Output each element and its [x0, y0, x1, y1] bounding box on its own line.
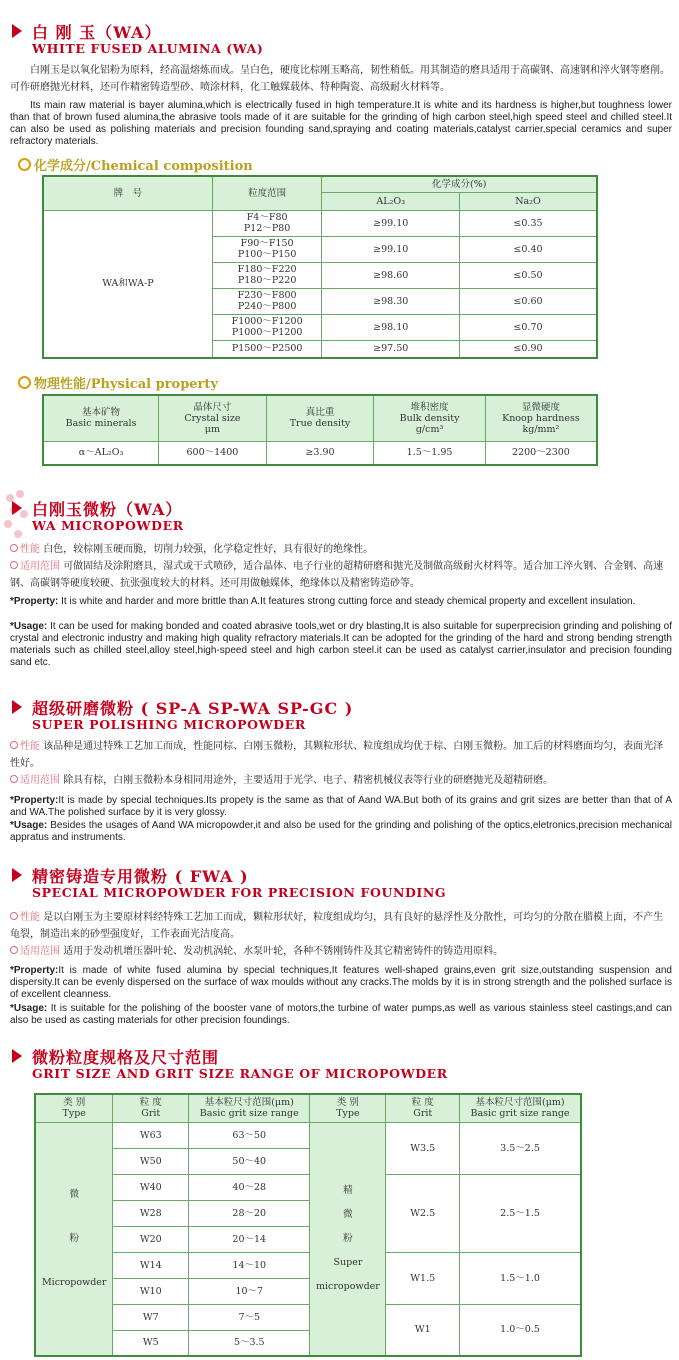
col-range: 基本粒尺寸范围(μm) Basic grit size range [460, 1094, 581, 1122]
usage-label: 适用范围 [10, 775, 60, 786]
col-grit: 粒 度 Grit [386, 1094, 460, 1122]
col-al2o3: AL₂O₃ [322, 192, 460, 210]
val-bulk-density: 1.5～1.95 [374, 441, 486, 465]
val-hardness: 2200～2300 [485, 441, 597, 465]
range-cell: 20～14 [189, 1226, 310, 1252]
section-title-cn: 精密铸造专用微粉 ( FWA ) [32, 867, 249, 886]
section-title-cn: 白 刚 玉（WA） [32, 23, 162, 42]
super-prop-en: *Property:It is made by special techniques.Its propety is the same as that of Aand WA.But both of its grains and grit sizes are better than that of A and WA.The polished surface by it is very glossy. [10, 795, 672, 818]
col-na2o: Na₂O [459, 192, 597, 210]
al-cell: ≥99.10 [322, 236, 460, 262]
section-title-en: SUPER POLISHING MICROPOWDER [32, 717, 306, 732]
range-cell: 2.5～1.5 [460, 1174, 581, 1252]
col-bulk-density: 堆积密度 Bulk density g/cm³ [374, 395, 486, 441]
wa-micro-prop-en: *Property: It is white and harder and more brittle than A.It features strong cutting force and steady chemical property and excellent insulation. [10, 596, 636, 607]
grit-cell: W5 [113, 1330, 189, 1356]
section-title-en: GRIT SIZE AND GRIT SIZE RANGE OF MICROPOWDER [32, 1066, 448, 1081]
col-range: 粒度范围 [212, 176, 322, 210]
phys-table [42, 394, 598, 466]
range-cell: 63～50 [189, 1122, 310, 1148]
range-cell: 5～3.5 [189, 1330, 310, 1356]
chem-heading-text: 化学成分/Chemical composition [34, 159, 253, 174]
table-row: F90～F150 P100～P150 [212, 236, 322, 262]
section-title-en: WHITE FUSED ALUMINA (WA) [32, 41, 264, 56]
al-cell: ≥98.10 [322, 314, 460, 340]
grit-cell: W63 [113, 1122, 189, 1148]
grit-table [34, 1093, 582, 1357]
prop-label: 性能 [10, 544, 40, 555]
range-cell: 40～28 [189, 1174, 310, 1200]
usage-label: 适用范围 [10, 561, 60, 572]
prop-label: 性能 [10, 741, 40, 752]
na-cell: ≤0.70 [459, 314, 597, 340]
range-cell: 14～10 [189, 1252, 310, 1278]
grit-cell: W1 [386, 1304, 460, 1356]
col-crystal: 晶体尺寸 Crystal size μm [159, 395, 267, 441]
col-type: 类 别 Type [35, 1094, 113, 1122]
arrow-icon [12, 24, 22, 38]
grit-cell: W1.5 [386, 1252, 460, 1304]
grit-cell: W7 [113, 1304, 189, 1330]
section-title-cn: 白刚玉微粉（WA） [32, 500, 183, 519]
section-title-en: SPECIAL MICROPOWDER FOR PRECISION FOUNDING [32, 885, 447, 900]
fwa-prop-cn: 性能 是以白刚玉为主要原材料经特殊工艺加工而成，颗粒形状好，粒度组成均匀，具有良好的悬浮性及分散性，可均匀的分散在腊模上面，不产生龟裂，制造出来的砂型强度好，工作表面光洁度高。 [10, 912, 664, 940]
circle-icon [18, 158, 31, 171]
col-hardness: 显微硬度 Knoop hardness kg/mm² [485, 395, 597, 441]
al-cell: ≥98.30 [322, 288, 460, 314]
val-true-density: ≥3.90 [266, 441, 374, 465]
fwa-usage-cn: 适用范围 适用于发动机增压器叶轮、发动机涡轮、水泵叶轮，各种不锈刚铸件及其它精密铸件的铸造用原料。 [10, 943, 672, 960]
na-cell: ≤0.90 [459, 340, 597, 358]
range-cell: 28～20 [189, 1200, 310, 1226]
grit-cell: W2.5 [386, 1174, 460, 1252]
arrow-icon [12, 1049, 22, 1063]
arrow-icon [12, 700, 22, 714]
na-cell: ≤0.60 [459, 288, 597, 314]
chem-table [42, 175, 598, 359]
circle-icon [18, 376, 31, 389]
wa-micro-prop-cn: 性能 白色，较棕刚玉硬而脆，切削力较强，化学稳定性好，具有很好的绝缘性。 [10, 541, 672, 558]
section-title-en: WA MICROPOWDER [32, 518, 184, 533]
arrow-icon [12, 501, 22, 515]
table-row: F1000～F1200 P1000～P1200 [212, 314, 322, 340]
type-super-micropowder: 精 微 粉 Super micropowder [310, 1122, 386, 1356]
arrow-icon [12, 868, 22, 882]
wa-desc-en: Its main raw material is bayer alumina,which is electrically fused in high temperature.It is white and its hardness is higher,but toughness lower than that of brown fused alumina,the abrasive tools made of it are suitable for the grinding of high carbon steel,high speed steel and chilled steel.It can also be used as polishing materials and precision founding sand,spraying and coating materials,catalyst carrier,special ceramics and super refractory materials. [10, 100, 672, 147]
fwa-usage-en: *Usage: It is suitable for the polishing of the booster vane of motors,the turbine of water pumps,as well as various stainless steel castings,and can also be used as casting materials for other precision foundings. [10, 1003, 672, 1026]
val-minerals: α～AL₂O₃ [43, 441, 159, 465]
col-true-density: 真比重 True density [266, 395, 374, 441]
super-usage-en: *Usage: Besides the usages of Aand WA micropowder,it and also be used for the grinding and polishing of the optics,eletronics,precision mechanical appratus and instruments. [10, 820, 672, 843]
type-micropowder: 微 粉 Micropowder [35, 1122, 113, 1356]
grit-cell: W10 [113, 1278, 189, 1304]
table-row: F4～F80 P12～P80 [212, 210, 322, 236]
col-grit: 粒 度 Grit [113, 1094, 189, 1122]
wa-desc-cn: 白刚玉是以氧化铝粉为原料，经高温熔炼而成。呈白色，硬度比棕刚玉略高，韧性稍低。用其制造的磨具适用于高碳钢、高速钢和淬火钢等磨削。可作研磨抛光材料，还可作精密铸造型砂、喷涂材料，化工触媒载体、特种陶瓷、高级耐火材料等。 [10, 65, 670, 93]
wa-micro-usage-cn: 适用范围 可做固结及涂附磨具，湿式或干式喷砂，适合晶体、电子行业的超精研磨和抛光及制做高级耐火材料等。适合加工淬火钢、合金钢、高速钢、高碳钢等硬度较硬、抗张强度较大的材料。还可用做触媒体，绝缘体以及精密铸造砂等。 [10, 561, 664, 589]
col-brand: 牌 号 [43, 176, 212, 210]
usage-label: 适用范围 [10, 946, 60, 957]
wa-micro-usage-en: *Usage: It can be used for making bonded and coated abrasive tools,wet or dry blasting,It is also suitable for superprecision grinding and polishing of crystal and electronic industry and making high quality refractory materials.It can be adopted for the grinding of the hard and strong bending strength materials such as chilled steel,alloy steel,high-speed steel and high carbon steel.it can be used as catalyst carrier,insulator and precision founding sand etc. [10, 621, 672, 668]
col-range: 基本粒尺寸范围(μm) Basic grit size range [189, 1094, 310, 1122]
super-prop-cn: 性能 该品种是通过特殊工艺加工而成，性能同棕、白刚玉微粉，其颗粒形状、粒度组成均优于棕、白刚玉微粉。加工后的材料磨面均匀，表面光泽性好。 [10, 741, 664, 769]
al-cell: ≥97.50 [322, 340, 460, 358]
table-row: F180～F220 P180～P220 [212, 262, 322, 288]
phys-heading [18, 373, 218, 392]
range-cell: 50～40 [189, 1148, 310, 1174]
chem-heading [18, 155, 253, 174]
val-crystal: 600～1400 [159, 441, 267, 465]
brand-cell: WA和WA-P [43, 210, 212, 358]
grit-cell: W14 [113, 1252, 189, 1278]
super-usage-cn: 适用范围 除具有棕，白刚玉微粉本身相同用途外，主要适用于光学、电子、精密机械仪表等行业的研磨抛光及超精研磨。 [10, 772, 672, 789]
grit-cell: W20 [113, 1226, 189, 1252]
na-cell: ≤0.40 [459, 236, 597, 262]
range-cell: 1.5～1.0 [460, 1252, 581, 1304]
grit-cell: W40 [113, 1174, 189, 1200]
fwa-prop-en: *Property:It is made of white fused alumina by special techniques,It features well-shaped grains,even grit size,outstanding suspension and dispersity.It can be evenly dispersed on the surface of wax moulds without any cracks.The molds by it is in strong strength and the polished surface is of excellent cleanness. [10, 965, 672, 1000]
phys-heading-text: 物理性能/Physical property [34, 377, 218, 392]
prop-label: 性能 [10, 912, 40, 923]
grit-cell: W3.5 [386, 1122, 460, 1174]
al-cell: ≥98.60 [322, 262, 460, 288]
al-cell: ≥99.10 [322, 210, 460, 236]
col-minerals: 基本矿物 Basic minerals [43, 395, 159, 441]
col-comp: 化学成分(%) [322, 176, 597, 192]
range-cell: 3.5～2.5 [460, 1122, 581, 1174]
na-cell: ≤0.35 [459, 210, 597, 236]
range-cell: 7～5 [189, 1304, 310, 1330]
grit-cell: W28 [113, 1200, 189, 1226]
col-type: 类 别 Type [310, 1094, 386, 1122]
table-row: P1500～P2500 [212, 340, 322, 358]
table-row: F230～F800 P240～P800 [212, 288, 322, 314]
na-cell: ≤0.50 [459, 262, 597, 288]
grit-cell: W50 [113, 1148, 189, 1174]
section-title-cn: 超级研磨微粉 ( SP-A SP-WA SP-GC ) [32, 699, 354, 718]
range-cell: 10～7 [189, 1278, 310, 1304]
range-cell: 1.0～0.5 [460, 1304, 581, 1356]
section-title-cn: 微粉粒度规格及尺寸范围 [32, 1048, 220, 1067]
